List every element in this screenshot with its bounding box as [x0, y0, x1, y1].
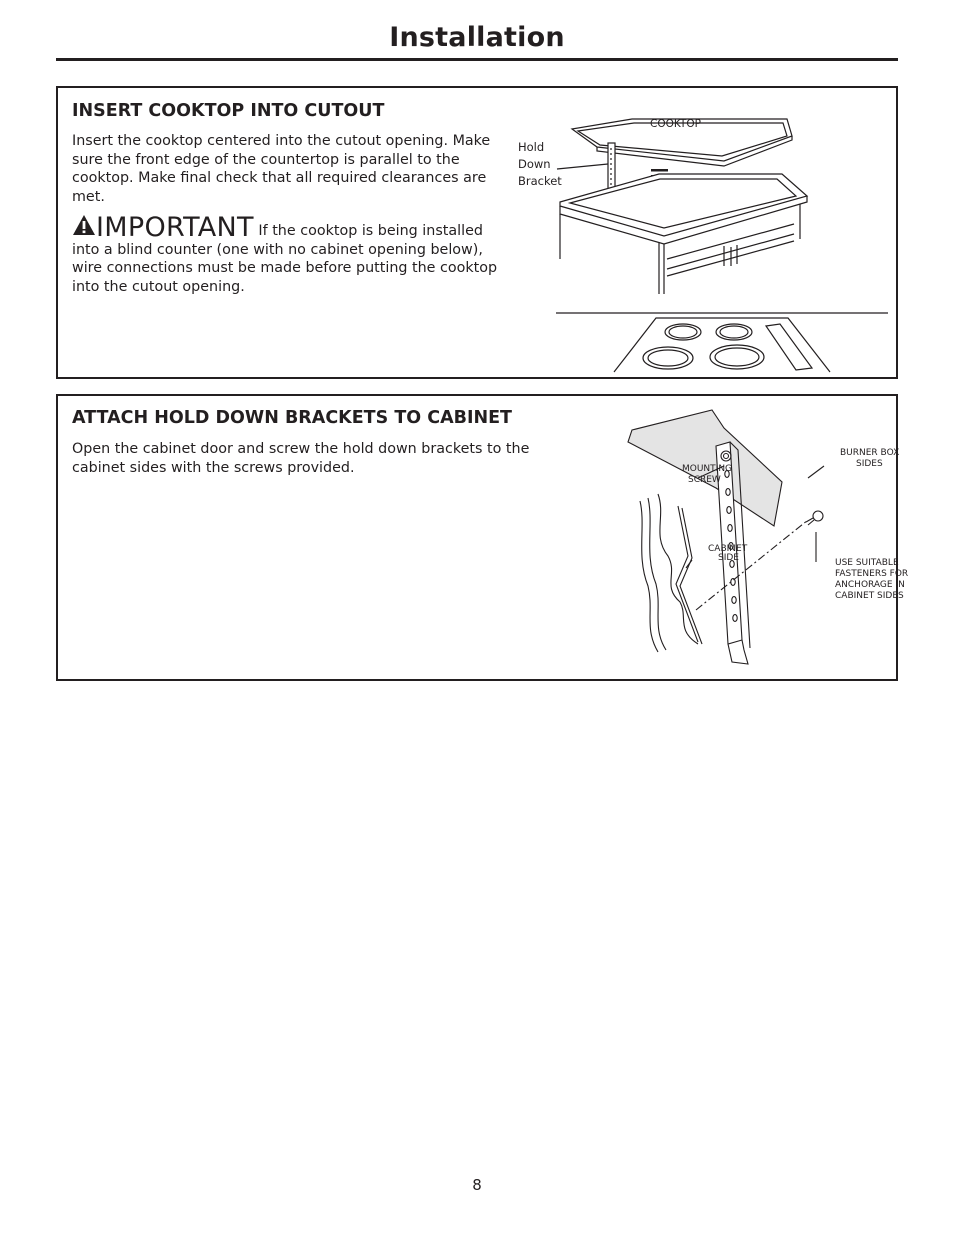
fasteners-label-1: USE SUITABLE — [835, 558, 899, 568]
important-note — [72, 214, 512, 296]
section-insert-cooktop — [56, 86, 898, 379]
cabinet-side-label-2: SIDE — [718, 553, 739, 563]
cabinet-side-label-1: CABINET — [708, 544, 748, 554]
fasteners-label-2: FASTENERS FOR — [835, 569, 909, 579]
title-rule — [56, 58, 898, 61]
fasteners-label-4: CABINET SIDES — [835, 591, 904, 601]
cooktop-installation-illustration — [512, 114, 892, 374]
warning-icon — [72, 214, 96, 236]
fasteners-label-3: ANCHORAGE IN — [835, 580, 905, 590]
insert-paragraph: Insert the cooktop centered into the cutout opening. Make sure the front edge of the countertop is parallel to the cooktop. Make final check that all required clearances are met. — [72, 133, 491, 205]
burner-box-label-1: BURNER BOX — [840, 448, 900, 458]
section-heading-attach: ATTACH HOLD DOWN BRACKETS TO CABINET — [72, 408, 512, 428]
cooktop-label: COOKTOP — [650, 118, 701, 130]
page-number: 8 — [472, 1176, 482, 1194]
bracket-label-3: Bracket — [518, 174, 562, 188]
page-title: Installation — [389, 22, 565, 53]
attach-paragraph: Open the cabinet door and screw the hold down brackets to the cabinet sides with the screws provided. — [72, 441, 530, 476]
important-text: If the cooktop is being installed into a blind counter (one with no cabinet opening below), wire connections must be made before putting the cooktop into the cutout opening. — [72, 223, 498, 295]
bracket-attachment-illustration — [618, 406, 909, 668]
mounting-screw-label-1: MOUNTING — [682, 464, 733, 474]
mounting-screw-label-2: SCREW — [688, 475, 721, 485]
cooktop-drawing — [556, 119, 888, 372]
bracket-label-2: Down — [518, 157, 551, 171]
important-label: IMPORTANT — [96, 212, 254, 243]
bracket-drawing — [628, 410, 824, 664]
section-heading-insert: INSERT COOKTOP INTO CUTOUT — [72, 101, 385, 121]
burner-box-label-2: SIDES — [856, 459, 883, 469]
bracket-label-1: Hold — [518, 140, 545, 154]
section-attach-brackets — [56, 394, 909, 681]
